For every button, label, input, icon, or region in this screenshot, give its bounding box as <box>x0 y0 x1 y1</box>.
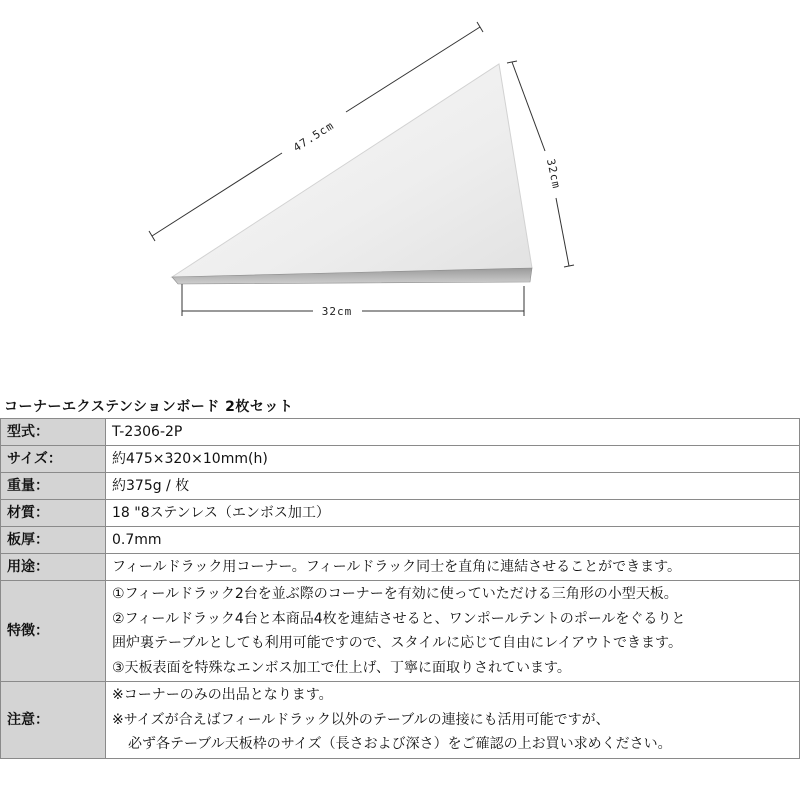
row-label-size: サイズ： <box>1 446 106 473</box>
row-value-usage <box>106 554 800 581</box>
table-row <box>1 554 800 581</box>
row-value-model <box>106 419 800 446</box>
row-value-size <box>106 446 800 473</box>
value-line: 囲炉裏テーブルとしても利用可能ですので、スタイルに応じて自由にレイアウトできます。 <box>112 635 682 651</box>
product-figure <box>0 0 800 390</box>
value-line: T-2306-2P <box>112 423 183 440</box>
value-line: ※コーナーのみの出品となります。 <box>112 687 333 703</box>
value-line: 約475×320×10mm(h) <box>112 450 268 467</box>
row-label-usage: 用途： <box>1 554 106 581</box>
row-label-thickness: 板厚： <box>1 527 106 554</box>
row-value-thickness <box>106 527 800 554</box>
dimension-bottom-label: 32cm <box>321 305 353 318</box>
spec-table <box>0 418 800 759</box>
dimension-bottom <box>182 284 524 316</box>
row-label-model: 型式： <box>1 419 106 446</box>
row-label-weight: 重量： <box>1 473 106 500</box>
value-line: 必ず各テーブル天板枠のサイズ（長さおよび深さ）をご確認の上お買い求めください。 <box>128 736 672 752</box>
table-row <box>1 500 800 527</box>
dimension-right-label: 32cm <box>543 157 564 191</box>
row-value-material <box>106 500 800 527</box>
corner-board-plate <box>172 64 532 277</box>
value-line: 約375g / 枚 <box>112 477 190 494</box>
spec-title: コーナーエクステンションボード 2枚セット <box>4 399 294 415</box>
value-line: ①フィールドラック2台を並ぶ際のコーナーを有効に使っていただける三角形の小型天板。 <box>112 586 678 602</box>
value-line: ③天板表面を特殊なエンボス加工で仕上げ、丁寧に面取りされています。 <box>112 659 571 676</box>
table-row <box>1 581 800 682</box>
row-value-weight <box>106 473 800 500</box>
value-line: ②フィールドラック4台と本商品4枚を連結させると、ワンポールテントのポールをぐるりと <box>112 610 686 627</box>
table-row <box>1 473 800 500</box>
value-line: ※サイズが合えばフィールドラック以外のテーブルの連接にも活用可能ですが、 <box>112 711 610 728</box>
table-row <box>1 527 800 554</box>
value-line: 0.7mm <box>112 531 162 548</box>
table-row <box>1 446 800 473</box>
row-label-material: 材質： <box>1 500 106 527</box>
value-line: 18 "8ステンレス（エンボス加工） <box>112 504 330 521</box>
row-value-notes <box>106 682 800 759</box>
row-label-notes: 注意： <box>1 682 106 759</box>
row-label-features: 特徴： <box>1 581 106 682</box>
row-value-features <box>106 581 800 682</box>
dimension-hypotenuse-label: 47.5cm <box>290 118 337 155</box>
table-row <box>1 682 800 759</box>
value-line: フィールドラック用コーナー。フィールドラック同士を直角に連結させることができます。 <box>112 558 681 575</box>
table-row <box>1 419 800 446</box>
